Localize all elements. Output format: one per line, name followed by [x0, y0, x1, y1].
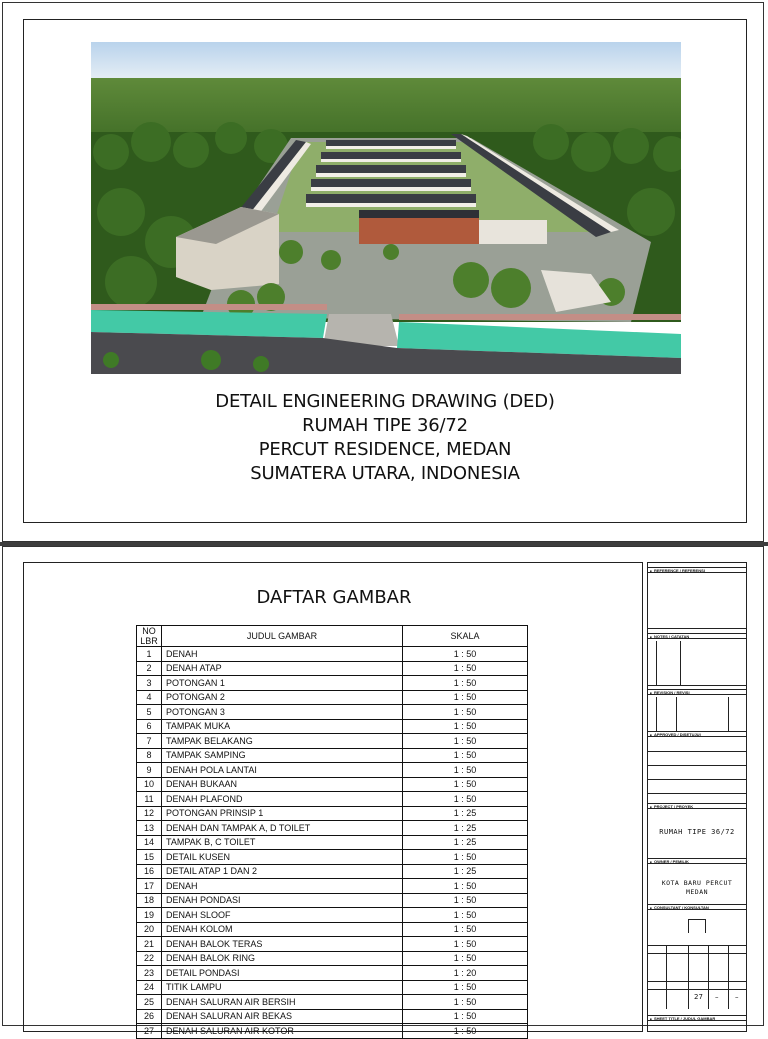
- cell-no: 1: [137, 647, 162, 662]
- cell-judul: POTONGAN PRINSIP 1: [162, 806, 403, 821]
- site-rendering-image: [91, 42, 681, 374]
- table-row: [137, 806, 528, 821]
- cell-skala: 1 : 50: [403, 676, 528, 691]
- cell-skala: 1 : 50: [403, 690, 528, 705]
- cell-no: 23: [137, 966, 162, 981]
- table-row: [137, 821, 528, 836]
- tb-divider: [648, 945, 746, 946]
- cell-judul: DENAH SALURAN AIR KOTOR: [162, 1024, 403, 1039]
- tb-divider: [648, 779, 746, 780]
- tb-divider: [648, 981, 746, 982]
- tb-divider: [648, 765, 746, 766]
- table-row: [137, 763, 528, 778]
- cell-no: 4: [137, 690, 162, 705]
- tb-divider: [728, 697, 729, 731]
- cell-no: 17: [137, 879, 162, 894]
- tb-divider: [680, 641, 681, 685]
- cell-no: 8: [137, 748, 162, 763]
- table-row: [137, 995, 528, 1010]
- cell-no: 3: [137, 676, 162, 691]
- header-judul: JUDUL GAMBAR: [162, 626, 403, 647]
- cell-judul: DENAH PLAFOND: [162, 792, 403, 807]
- table-row: [137, 748, 528, 763]
- cell-no: 5: [137, 705, 162, 720]
- title-block: [647, 562, 747, 1032]
- consultant-logo-icon: [688, 919, 706, 933]
- cell-no: 16: [137, 864, 162, 879]
- table-row: [137, 864, 528, 879]
- cell-skala: 1 : 50: [403, 850, 528, 865]
- cell-skala: 1 : 50: [403, 980, 528, 995]
- cell-judul: DETAIL PONDASI: [162, 966, 403, 981]
- cell-no: 7: [137, 734, 162, 749]
- table-header-row: [137, 626, 528, 647]
- table-row: [137, 734, 528, 749]
- drawing-list-title: DAFTAR GAMBAR: [256, 587, 412, 608]
- cell-judul: DENAH DAN TAMPAK A, D TOILET: [162, 821, 403, 836]
- reference-label: ■ REFERENCE / REFERENSI: [648, 567, 746, 573]
- cover-title-line-1: DETAIL ENGINEERING DRAWING (DED): [215, 391, 555, 412]
- cell-judul: DENAH SALURAN AIR BEKAS: [162, 1009, 403, 1024]
- cell-judul: DENAH BUKAAN: [162, 777, 403, 792]
- cell-judul: DENAH POLA LANTAI: [162, 763, 403, 778]
- tb-divider: [648, 685, 746, 686]
- tb-divider: [688, 945, 689, 1009]
- tb-divider: [648, 953, 746, 954]
- cell-no: 18: [137, 893, 162, 908]
- cell-skala: 1 : 50: [403, 995, 528, 1010]
- cell-skala: 1 : 25: [403, 821, 528, 836]
- cell-skala: 1 : 50: [403, 705, 528, 720]
- cell-judul: DENAH BALOK TERAS: [162, 937, 403, 952]
- project-label: ■ PROJECT / PROYEK: [648, 803, 746, 809]
- drawing-list-frame: [23, 562, 643, 1036]
- cell-skala: 1 : 20: [403, 966, 528, 981]
- revision-label: ■ REVISION / REVISI: [648, 689, 746, 695]
- table-row: [137, 893, 528, 908]
- cell-no: 11: [137, 792, 162, 807]
- cell-skala: 1 : 50: [403, 748, 528, 763]
- tb-divider: [648, 793, 746, 794]
- table-row: [137, 1024, 528, 1039]
- cell-skala: 1 : 50: [403, 661, 528, 676]
- tb-divider: [728, 945, 729, 1009]
- cell-no: 14: [137, 835, 162, 850]
- cell-skala: 1 : 50: [403, 951, 528, 966]
- cell-no: 12: [137, 806, 162, 821]
- table-row: [137, 777, 528, 792]
- table-row: [137, 1009, 528, 1024]
- cell-no: 27: [137, 1024, 162, 1039]
- table-row: [137, 719, 528, 734]
- cell-no: 22: [137, 951, 162, 966]
- cell-skala: 1 : 50: [403, 879, 528, 894]
- cell-no: 25: [137, 995, 162, 1010]
- cover-page: [2, 2, 764, 542]
- cell-skala: 1 : 25: [403, 835, 528, 850]
- tb-divider: [676, 697, 677, 731]
- cover-title-line-3: PERCUT RESIDENCE, MEDAN: [258, 439, 512, 460]
- cell-skala: 1 : 50: [403, 777, 528, 792]
- cell-judul: DENAH: [162, 647, 403, 662]
- owner-line-1: KOTA BARU PERCUT: [661, 879, 733, 887]
- table-row: [137, 835, 528, 850]
- drawing-list-table: [136, 625, 528, 1039]
- header-skala: SKALA: [403, 626, 528, 647]
- table-row: [137, 922, 528, 937]
- cell-judul: DETAIL KUSEN: [162, 850, 403, 865]
- table-row: [137, 850, 528, 865]
- tb-divider: [648, 628, 746, 629]
- drawing-list-page: [2, 546, 764, 1036]
- table-row: [137, 937, 528, 952]
- cover-title-block: [24, 390, 746, 486]
- table-row: [137, 661, 528, 676]
- tb-divider: [666, 945, 667, 1009]
- cell-no: 21: [137, 937, 162, 952]
- cell-judul: TITIK LAMPU: [162, 980, 403, 995]
- cell-skala: 1 : 25: [403, 806, 528, 821]
- cell-judul: DENAH KOLOM: [162, 922, 403, 937]
- table-row: [137, 690, 528, 705]
- table-row: [137, 676, 528, 691]
- table-body: [137, 647, 528, 1039]
- cell-judul: TAMPAK SAMPING: [162, 748, 403, 763]
- cell-skala: 1 : 50: [403, 1009, 528, 1024]
- cell-judul: TAMPAK B, C TOILET: [162, 835, 403, 850]
- cell-no: 20: [137, 922, 162, 937]
- cell-no: 26: [137, 1009, 162, 1024]
- table-row: [137, 647, 528, 662]
- table-row: [137, 908, 528, 923]
- cell-skala: 1 : 50: [403, 647, 528, 662]
- owner-label: ■ OWNER / PEMILIK: [648, 858, 746, 864]
- cell-skala: 1 : 50: [403, 922, 528, 937]
- cell-judul: POTONGAN 1: [162, 676, 403, 691]
- cell-judul: DENAH SLOOF: [162, 908, 403, 923]
- table-row: [137, 966, 528, 981]
- table-row: [137, 879, 528, 894]
- table-row: [137, 951, 528, 966]
- cell-judul: DENAH: [162, 879, 403, 894]
- project-name: RUMAH TIPE 36/72: [659, 828, 735, 836]
- cell-judul: DENAH SALURAN AIR BERSIH: [162, 995, 403, 1010]
- consultant-label: ■ CONSULTANT / KONSULTAN: [648, 904, 746, 910]
- sheet-title-label: ■ SHEET TITLE / JUDUL GAMBAR: [648, 1015, 746, 1021]
- table-row: [137, 705, 528, 720]
- cell-judul: POTONGAN 3: [162, 705, 403, 720]
- cell-skala: 1 : 50: [403, 763, 528, 778]
- sheet-number: 27: [694, 993, 703, 1001]
- cover-title-line-4: SUMATERA UTARA, INDONESIA: [250, 463, 520, 484]
- owner-line-2: MEDAN: [685, 888, 709, 896]
- sheet-dash-1: –: [715, 993, 719, 1001]
- cell-judul: POTONGAN 2: [162, 690, 403, 705]
- tb-divider: [656, 697, 657, 731]
- cell-judul: DENAH PONDASI: [162, 893, 403, 908]
- cell-no: 24: [137, 980, 162, 995]
- cell-no: 15: [137, 850, 162, 865]
- table-row: [137, 980, 528, 995]
- tb-divider: [648, 751, 746, 752]
- cell-skala: 1 : 50: [403, 937, 528, 952]
- cell-skala: 1 : 50: [403, 719, 528, 734]
- cell-no: 10: [137, 777, 162, 792]
- cover-frame: [23, 19, 747, 523]
- cell-no: 9: [137, 763, 162, 778]
- tb-divider: [656, 641, 657, 685]
- cell-judul: DENAH ATAP: [162, 661, 403, 676]
- table-row: [137, 792, 528, 807]
- tb-divider: [648, 989, 746, 990]
- cell-skala: 1 : 50: [403, 1024, 528, 1039]
- notes-label: ■ NOTES / CATATAN: [648, 633, 746, 639]
- cell-judul: TAMPAK MUKA: [162, 719, 403, 734]
- cell-judul: DENAH BALOK RING: [162, 951, 403, 966]
- approved-label: ■ APPROVED / DISETUJUI: [648, 731, 746, 737]
- cell-skala: 1 : 25: [403, 864, 528, 879]
- cell-judul: DETAIL ATAP 1 DAN 2: [162, 864, 403, 879]
- cell-no: 2: [137, 661, 162, 676]
- sheet-dash-2: –: [735, 993, 739, 1001]
- cell-skala: 1 : 50: [403, 792, 528, 807]
- cell-skala: 1 : 50: [403, 893, 528, 908]
- cell-judul: TAMPAK BELAKANG: [162, 734, 403, 749]
- header-no: NO LBR: [137, 626, 162, 647]
- cell-skala: 1 : 50: [403, 734, 528, 749]
- cell-skala: 1 : 50: [403, 908, 528, 923]
- cell-no: 6: [137, 719, 162, 734]
- tb-divider: [708, 945, 709, 1009]
- cell-no: 19: [137, 908, 162, 923]
- cover-title-line-2: RUMAH TIPE 36/72: [302, 415, 468, 436]
- cell-no: 13: [137, 821, 162, 836]
